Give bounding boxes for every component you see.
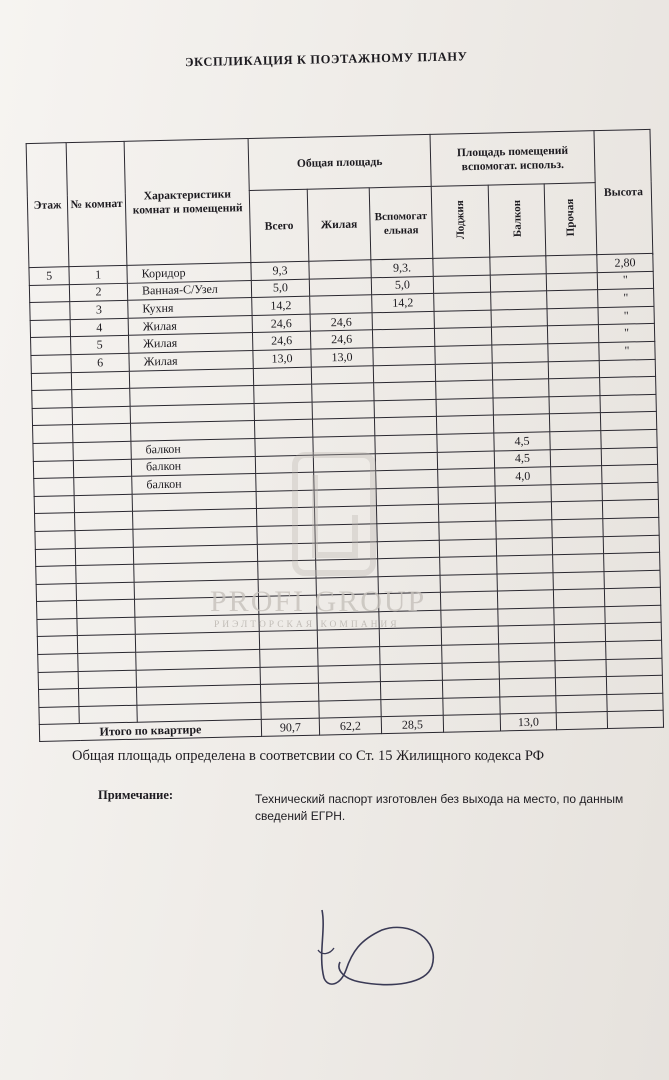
cell-height (600, 412, 656, 431)
cell-living (309, 260, 371, 279)
cell-other (550, 448, 601, 467)
cell-floor (31, 372, 71, 390)
cell-living (318, 682, 380, 701)
remark-text: Технический паспорт изготовлен без выхода на место, по данным сведений ЕГРН. (255, 792, 624, 823)
cell-balcony (492, 344, 548, 363)
cell-name: Жилая (129, 350, 253, 370)
cell-loggia (434, 327, 491, 346)
cell-total: 24,6 (252, 332, 310, 351)
cell-height (599, 359, 655, 378)
cell-total (254, 420, 312, 439)
cell-total (261, 701, 319, 720)
cell-aux: 9,3. (371, 258, 433, 277)
cell-other (552, 519, 603, 538)
cell-balcony (496, 537, 552, 556)
cell-living (319, 700, 381, 719)
cell-floor (36, 583, 76, 601)
header-total-area: Общая площадь (248, 134, 431, 190)
cell-floor (33, 460, 73, 478)
totals-total: 90,7 (261, 719, 319, 737)
cell-other (555, 659, 606, 678)
legal-note: Общая площадь определена в соответсвии со Ст. 15 Жилищного кодекса РФ (72, 748, 545, 764)
cell-name: Жилая (128, 315, 252, 335)
cell-aux (372, 311, 434, 330)
cell-aux: 5,0 (371, 276, 433, 295)
cell-no (73, 459, 131, 478)
cell-balcony (493, 414, 549, 433)
cell-aux (380, 663, 442, 682)
cell-balcony (493, 379, 549, 398)
cell-height: " (598, 324, 654, 343)
cell-living (309, 277, 371, 296)
cell-floor (35, 548, 75, 566)
header-other: Прочая (564, 198, 577, 237)
cell-balcony (493, 397, 549, 416)
cell-living: 13,0 (311, 348, 373, 367)
cell-height (606, 676, 662, 695)
totals-aux: 28,5 (381, 716, 443, 734)
cell-balcony (491, 291, 547, 310)
cell-living (312, 401, 374, 420)
header-balcony: Балкон (510, 199, 524, 238)
cell-height: 2,80 (597, 253, 653, 272)
cell-total: 13,0 (253, 349, 311, 368)
cell-no: 1 (69, 265, 127, 284)
cell-aux (372, 329, 434, 348)
header-living: Жилая (307, 188, 371, 261)
cell-no: 4 (70, 318, 128, 337)
cell-balcony (491, 309, 547, 328)
cell-height (606, 658, 662, 677)
cell-aux (381, 698, 443, 717)
cell-balcony (490, 273, 546, 292)
cell-height (601, 447, 657, 466)
cell-balcony (495, 502, 551, 521)
cell-other (546, 272, 597, 291)
cell-other (556, 694, 607, 713)
cell-aux (374, 417, 436, 436)
cell-floor (29, 284, 69, 302)
totals-loggia (443, 714, 500, 732)
cell-no (73, 441, 131, 460)
signature-icon (300, 900, 450, 995)
cell-other (550, 431, 601, 450)
cell-height (603, 535, 659, 554)
cell-balcony (497, 590, 553, 609)
totals-height (607, 711, 663, 729)
cell-living: 24,6 (310, 313, 372, 332)
watermark-brand: PROFI GROUP (210, 585, 427, 618)
cell-aux (374, 399, 436, 418)
cell-no (77, 635, 135, 654)
cell-floor (31, 337, 71, 355)
cell-loggia (443, 697, 500, 716)
cell-other (554, 606, 605, 625)
cell-height (600, 377, 656, 396)
cell-no: 6 (71, 353, 129, 372)
cell-floor (37, 618, 77, 636)
cell-height: " (598, 306, 654, 325)
cell-no: 2 (69, 283, 127, 302)
totals-other (556, 712, 607, 730)
cell-no (72, 388, 130, 407)
cell-height: " (599, 341, 655, 360)
cell-no (75, 529, 133, 548)
cell-no (75, 547, 133, 566)
totals-label: Итого по квартире (39, 720, 261, 742)
cell-no: 5 (71, 336, 129, 355)
cell-no: 3 (70, 301, 128, 320)
cell-other (551, 501, 602, 520)
cell-loggia (435, 345, 492, 364)
cell-loggia (442, 679, 499, 698)
cell-other (555, 677, 606, 696)
cell-balcony (490, 256, 546, 275)
cell-other (548, 360, 599, 379)
cell-height (601, 429, 657, 448)
cell-loggia (434, 310, 491, 329)
header-loggia: Лоджия (454, 200, 467, 240)
cell-no (79, 705, 137, 724)
cell-balcony (491, 326, 547, 345)
cell-name: Ванная-С/Узел (127, 280, 251, 300)
cell-height (602, 500, 658, 519)
cell-name: Коридор (127, 263, 251, 283)
totals-balcony: 13,0 (500, 713, 556, 731)
cell-floor (37, 601, 77, 619)
cell-other (548, 343, 599, 362)
cell-no (78, 670, 136, 689)
header-floor: Этаж (26, 143, 69, 268)
cell-living (311, 365, 373, 384)
cell-floor (36, 566, 76, 584)
cell-other (549, 395, 600, 414)
cell-balcony (497, 572, 553, 591)
cell-other (551, 483, 602, 502)
cell-balcony: 4,5 (494, 432, 550, 451)
header-height: Высота (594, 129, 653, 254)
cell-balcony (499, 643, 555, 662)
cell-other (546, 255, 597, 274)
cell-floor (30, 319, 70, 337)
cell-height (604, 570, 660, 589)
cell-floor (39, 689, 79, 707)
cell-aux: 14,2 (372, 294, 434, 313)
cell-total: 9,3 (251, 261, 309, 280)
cell-other (555, 642, 606, 661)
cell-no (75, 512, 133, 531)
cell-living: 24,6 (310, 330, 372, 349)
cell-balcony (499, 660, 555, 679)
cell-total: 5,0 (251, 279, 309, 298)
cell-no (74, 494, 132, 513)
cell-loggia (433, 257, 490, 276)
cell-height (604, 588, 660, 607)
remark-label: Примечание: (98, 788, 174, 802)
cell-no (78, 652, 136, 671)
cell-floor: 5 (29, 267, 69, 285)
cell-no (76, 582, 134, 601)
cell-floor (35, 530, 75, 548)
cell-living (312, 418, 374, 437)
cell-floor (32, 390, 72, 408)
cell-loggia (434, 292, 491, 311)
cell-no (77, 617, 135, 636)
watermark-subtitle: РИЭЛТОРСКАЯ КОМПАНИЯ (214, 620, 400, 630)
cell-name: балкон (132, 474, 256, 494)
cell-balcony (499, 678, 555, 697)
cell-balcony (497, 555, 553, 574)
cell-other (547, 307, 598, 326)
cell-loggia (435, 363, 492, 382)
cell-loggia (436, 380, 493, 399)
cell-floor (39, 706, 79, 724)
cell-floor (37, 636, 77, 654)
cell-height (600, 394, 656, 413)
cell-total: 24,6 (252, 314, 310, 333)
cell-other (547, 325, 598, 344)
cell-total (254, 384, 312, 403)
cell-floor (34, 495, 74, 513)
cell-floor (34, 478, 74, 496)
explication-table (26, 129, 664, 742)
cell-name: балкон (131, 456, 255, 476)
cell-height: " (598, 289, 654, 308)
cell-balcony (498, 608, 554, 627)
cell-balcony (492, 361, 548, 380)
cell-no (71, 371, 129, 390)
cell-no (73, 424, 131, 443)
cell-balcony (500, 696, 556, 715)
cell-other (554, 624, 605, 643)
cell-loggia (436, 415, 493, 434)
cell-name: Жилая (129, 333, 253, 353)
header-characteristics: Характеристики комнат и помещений (124, 139, 251, 266)
cell-other (547, 290, 598, 309)
cell-no (74, 476, 132, 495)
cell-height (606, 640, 662, 659)
totals-living: 62,2 (319, 717, 381, 735)
header-aux-area: Площадь помещений вспомогат. использ. (430, 131, 595, 187)
cell-balcony (498, 625, 554, 644)
cell-balcony: 4,5 (494, 449, 550, 468)
cell-total (260, 683, 318, 702)
cell-floor (38, 654, 78, 672)
cell-balcony: 4,0 (495, 467, 551, 486)
cell-name: Кухня (128, 298, 252, 318)
cell-aux (380, 681, 442, 700)
cell-other (553, 589, 604, 608)
cell-total (260, 648, 318, 667)
cell-floor (38, 671, 78, 689)
cell-no (79, 687, 137, 706)
cell-floor (35, 513, 75, 531)
header-auxiliary: Вспомогательная (369, 186, 433, 259)
cell-no (77, 600, 135, 619)
cell-living (310, 295, 372, 314)
cell-other (553, 554, 604, 573)
cell-height (603, 517, 659, 536)
cell-total (260, 666, 318, 685)
cell-height (604, 552, 660, 571)
cell-aux (374, 382, 436, 401)
cell-height: " (597, 271, 653, 290)
cell-floor (32, 407, 72, 425)
cell-name: балкон (131, 438, 255, 458)
cell-loggia (436, 398, 493, 417)
cell-total (254, 402, 312, 421)
cell-height (605, 605, 661, 624)
cell-living (318, 664, 380, 683)
cell-height (602, 482, 658, 501)
cell-height (607, 693, 663, 712)
cell-no (76, 564, 134, 583)
cell-other (552, 536, 603, 555)
cell-balcony (496, 520, 552, 539)
cell-other (549, 413, 600, 432)
cell-floor (33, 425, 73, 443)
cell-other (551, 466, 602, 485)
cell-living (312, 383, 374, 402)
cell-total: 14,2 (252, 296, 310, 315)
cell-height (602, 464, 658, 483)
cell-other (553, 571, 604, 590)
page-title: ЭКСПЛИКАЦИЯ К ПОЭТАЖНОМУ ПЛАНУ (184, 49, 468, 70)
cell-floor (31, 355, 71, 373)
header-total: Всего (249, 189, 309, 262)
header-room-no: № комнат (66, 141, 127, 266)
cell-total (253, 367, 311, 386)
cell-balcony (495, 484, 551, 503)
cell-other (549, 378, 600, 397)
cell-floor (30, 302, 70, 320)
cell-aux (373, 346, 435, 365)
cell-aux (373, 364, 435, 383)
cell-loggia (442, 662, 499, 681)
cell-loggia (433, 275, 490, 294)
cell-no (72, 406, 130, 425)
cell-floor (33, 443, 73, 461)
cell-height (605, 623, 661, 642)
